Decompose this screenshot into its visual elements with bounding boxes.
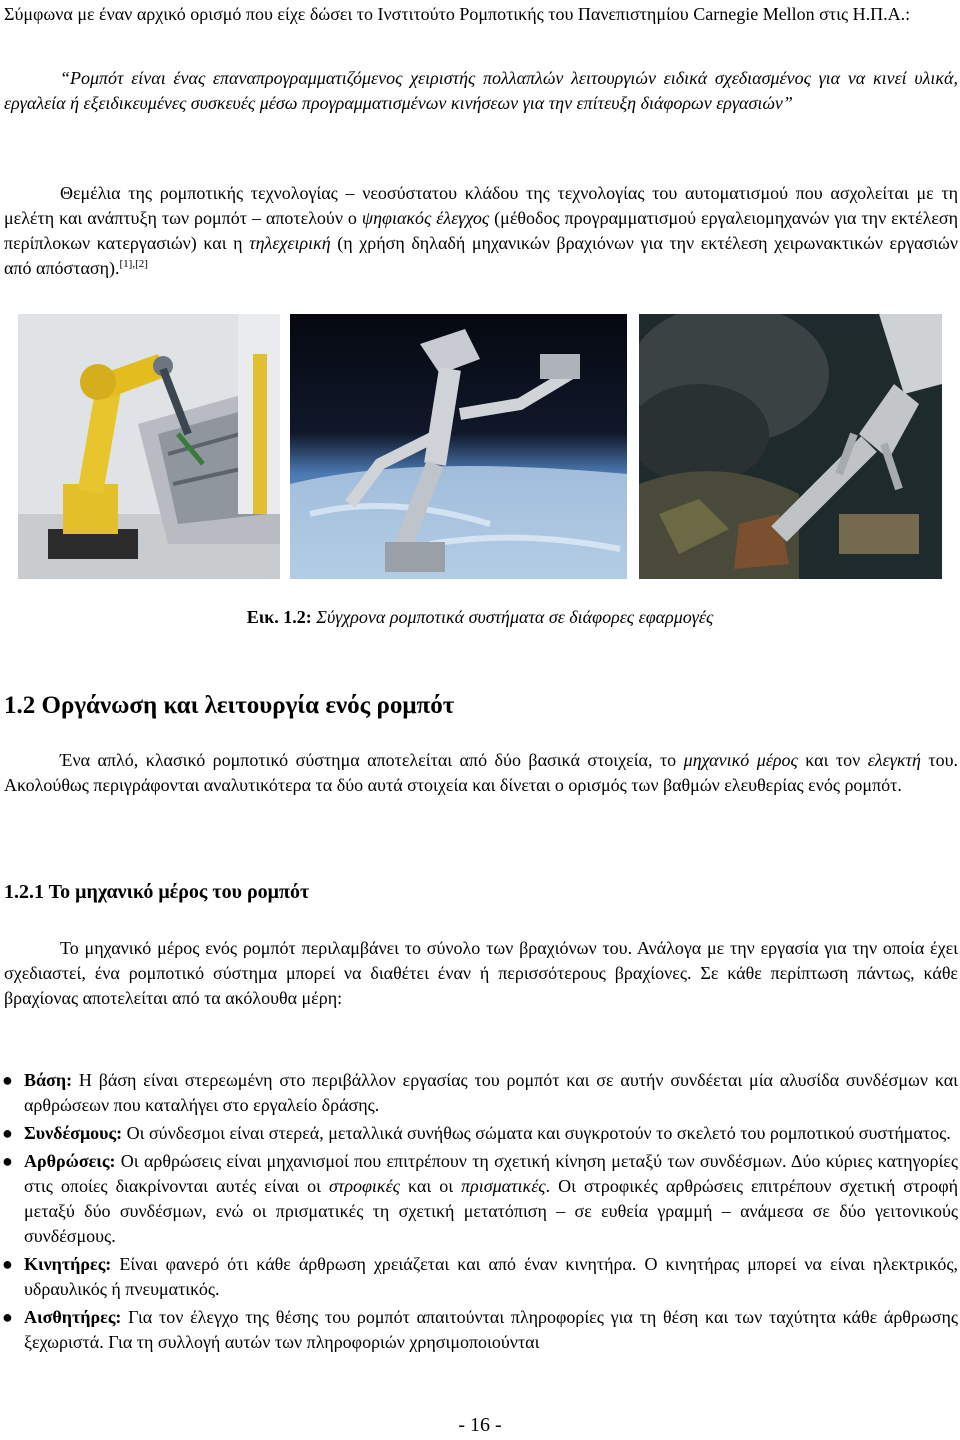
term-controller: ελεγκτή: [867, 750, 921, 770]
list-item: [0, 1305, 958, 1355]
foundations-text-1: Θεμέλια της ρομποτικής τεχνολογίας – νεοσύστατου κλάδου της τεχνολογίας του αυτοματισμού που ασχολείται με τη μελέτη και ανάπτυξη των ρομπότ – αποτελούν ο: [4, 183, 958, 228]
subsection-text: Το μηχανικό μέρος ενός ρομπότ περιλαμβάνει το σύνολο των βραχιόνων του. Ανάλογα με την εργασία για την οποία έχει σχεδιαστεί, ένα ρομποτικό σύστημα μπορεί να διαθέτει έναν ή περισσότερους βραχίονες. Σε κάθε περίπτωση πάντως, κάθε βραχίονας αποτελείται από τα ακόλουθα μέρη:: [4, 938, 958, 1008]
list-item: [0, 1252, 958, 1302]
bullet-icon: ●: [2, 1254, 13, 1274]
photo-space-robot: [290, 314, 627, 579]
figure-caption: [0, 607, 960, 628]
foundations-text-3: (η χρήση δηλαδή μηχανικών βραχιόνων για την εκτέλεση χειρωνακτικών εργασιών από απόσταση).: [4, 233, 959, 278]
subsection-paragraph: [4, 936, 958, 1011]
list-text: και οι: [399, 1176, 462, 1196]
parts-list: [0, 1068, 958, 1358]
list-term: Βάση:: [24, 1070, 73, 1090]
bullet-icon: ●: [2, 1307, 13, 1327]
bullet-icon: ●: [2, 1123, 13, 1143]
list-term: Αισθητήρες:: [24, 1307, 122, 1327]
intro-paragraph: [4, 2, 958, 27]
photo-industrial-robot: [18, 314, 280, 579]
quote-text: “Ρομπότ είναι ένας επαναπρογραμματιζόμενος χειριστής πολλαπλών λειτουργιών ειδικά σχεδιασμένος για να κινεί υλικά, εργαλεία ή εξειδικευμένες συσκευές μέσω προγραμματισμένων κινήσεων για την επίτευξη διάφορων εργασιών”: [4, 68, 958, 113]
list-text: Για τον έλεγχο της θέσης του ρομπότ απαιτούνται πληροφορίες για τη θέση και των ταχύτητα κάθε άρθρωσης ξεχωριστά. Για τη συλλογή αυτών των πληροφοριών χρησιμοποιούνται: [24, 1307, 958, 1352]
list-text: Οι αρθρώσεις είναι μηχανισμοί που επιτρέπουν τη σχετική κίνηση μεταξύ των συνδέσμων. Δύο κύριες κατηγορίες στις οποίες διακρίνονται αυτές είναι οι: [24, 1151, 958, 1196]
bullet-icon: ●: [2, 1070, 13, 1090]
subsection-title: 1.2.1 Το μηχανικό μέρος του ρομπότ: [4, 881, 310, 903]
section-paragraph: [4, 748, 958, 798]
page-number: - 16 -: [458, 1414, 502, 1436]
list-item: [0, 1121, 958, 1146]
list-term: Κινητήρες:: [24, 1254, 112, 1274]
bullet-icon: ●: [2, 1151, 13, 1171]
foundations-text-2: (μέθοδος προγραμματισμού εργαλειομηχανών για την εκτέλεση περίπλοκων κατεργασιών) και η: [4, 208, 958, 253]
figure-label: Εικ. 1.2:: [246, 607, 312, 627]
section-text-3: του. Ακολούθως περιγράφονται αναλυτικότερα τα δύο αυτά στοιχεία και δίνεται ο ορισμός των βαθμών ελευθερίας ενός ρομπότ.: [4, 750, 958, 795]
list-text: Είναι φανερό ότι κάθε άρθρωση χρειάζεται και από έναν κινητήρα. Ο κινητήρας μπορεί να είναι ηλεκτρικός, υδραυλικός ή πνευματικός.: [24, 1254, 958, 1299]
figure-caption-text: Σύγχρονα ρομποτικά συστήματα σε διάφορες εφαρμογές: [311, 607, 714, 627]
list-text: . Οι στροφικές αρθρώσεις επιτρέπουν σχετική στροφή μεταξύ δύο συνδέσμων, ενώ οι πρισματικές τη σχετική μετατόπιση – σε ευθεία γραμμή – ανάμεσα σε δύο γειτονικούς συνδέσμους.: [24, 1176, 959, 1246]
list-text: Οι σύνδεσμοι είναι στερεά, μεταλλικά συνήθως σώματα και συγκροτούν το σκελετό του ρομποτικού συστήματος.: [122, 1123, 951, 1143]
list-item: [0, 1149, 958, 1249]
list-term: Συνδέσμους:: [24, 1123, 123, 1143]
term-digital-control: ψηφιακός έλεγχος: [361, 208, 490, 228]
intro-text: Σύμφωνα με έναν αρχικό ορισμό που είχε δώσει το Ινστιτούτο Ρομποτικής του Πανεπιστημίου Carnegie Mellon στις Η.Π.Α.:: [4, 4, 911, 24]
reference-marks: [1],[2]: [119, 258, 148, 270]
list-text: Η βάση είναι στερεωμένη στο περιβάλλον εργασίας του ρομπότ και σε αυτήν συνδέεται μία αλυσίδα συνδέσμων και αρθρώσεων που καταλήγει στο εργαλείο δράσης.: [24, 1070, 958, 1115]
term-prismatic: πρισματικές: [461, 1176, 546, 1196]
section-title: 1.2 Οργάνωση και λειτουργία ενός ρομπότ: [4, 692, 455, 719]
term-telemanipulation: τηλεχειρική: [249, 233, 331, 253]
term-revolute: στροφικές: [329, 1176, 400, 1196]
term-mechanical-part: μηχανικό μέρος: [683, 750, 798, 770]
section-text-2: και τον: [797, 750, 868, 770]
photo-underwater-robot: [639, 314, 942, 579]
section-text-1: Ένα απλό, κλασικό ρομποτικό σύστημα αποτελείται από δύο βασικά στοιχεία, το: [60, 750, 684, 770]
definition-quote: [4, 66, 958, 116]
list-term: Αρθρώσεις:: [24, 1151, 116, 1171]
list-item: [0, 1068, 958, 1118]
foundations-paragraph: [4, 181, 958, 281]
